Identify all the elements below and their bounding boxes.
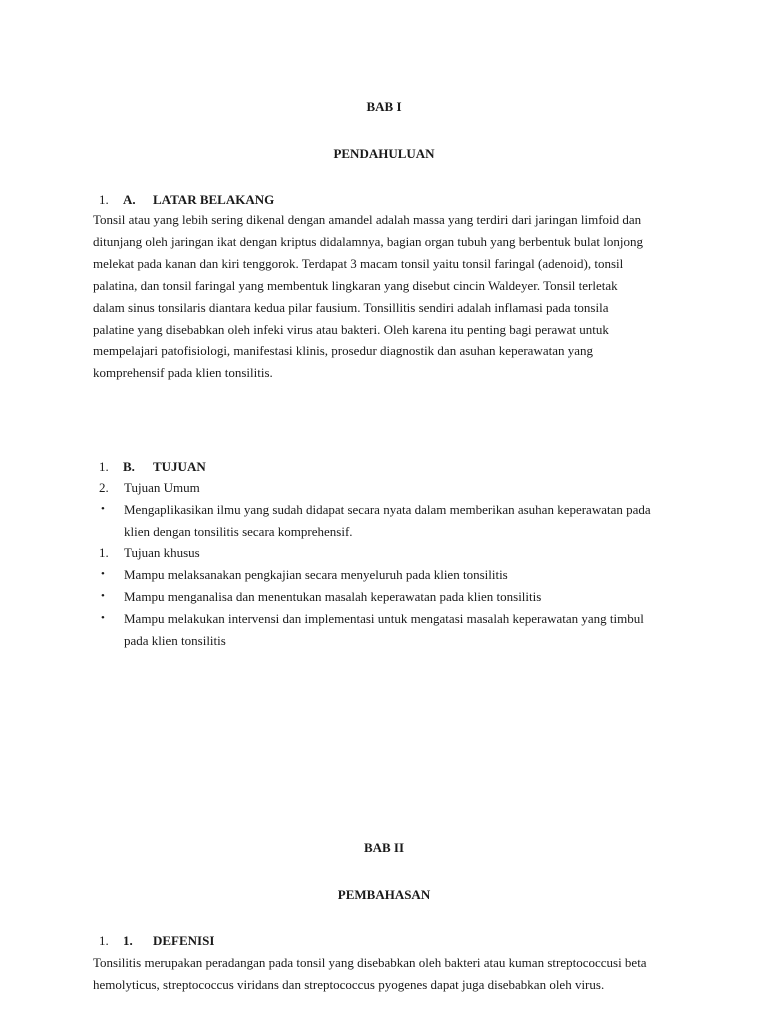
list-item-text: Mampu menganalisa dan menentukan masalah keperawatan pada klien tonsilitis — [124, 589, 542, 604]
chapter-heading: BAB I — [366, 99, 402, 114]
section-letter: 1. — [123, 933, 133, 948]
paragraph-line: dalam sinus tonsilaris diantara kedua pilar fausium. Tonsillitis sendiri adalah inflamasi pada tonsila — [93, 299, 609, 315]
section-heading-latar-belakang — [99, 192, 274, 208]
paragraph-line: palatine yang disebabkan oleh infeki virus atau bakteri. Oleh karena itu penting bagi perawat untuk — [93, 321, 609, 337]
section-heading-defenisi — [99, 933, 214, 949]
list-item-text: Mengaplikasikan ilmu yang sudah didapat secara nyata dalam memberikan asuhan keperawatan pada — [124, 502, 651, 517]
list-item-text: klien dengan tonsilitis secara komprehensif. — [124, 523, 353, 539]
paragraph-line: Tonsil atau yang lebih sering dikenal dengan amandel adalah massa yang terdiri dari jaringan limfoid dan — [93, 212, 642, 227]
list-number: 1. — [99, 933, 109, 948]
paragraph-line: komprehensif pada klien tonsilitis. — [93, 365, 273, 381]
chapter-subheading: PENDAHULUAN — [333, 146, 435, 161]
paragraph-line: melekat pada kanan dan kiri tenggorok. Terdapat 3 macam tonsil yaitu tonsil faringal (adenoid), tonsil — [93, 255, 624, 271]
list-item-text: pada klien tonsilitis — [124, 632, 226, 648]
list-number: 1. — [99, 545, 109, 560]
paragraph-line: mempelajari patofisiologi, manifestasi klinis, prosedur diagnostik dan asuhan keperawatan yang — [93, 343, 594, 359]
list-item-text: Mampu melaksanakan pengkajian secara menyeluruh pada klien tonsilitis — [124, 567, 508, 582]
paragraph-line: palatina, dan tonsil faringal yang membentuk lingkaran yang disebut cincin Waldeyer. Tonsil terletak — [93, 277, 618, 293]
list-number: 1. — [99, 192, 109, 207]
paragraph-line: Tonsilitis merupakan peradangan pada tonsil yang disebabkan oleh bakteri atau kuman streptococcusi beta — [93, 955, 647, 970]
paragraph-latar-belakang — [93, 209, 683, 384]
list-item — [99, 586, 689, 608]
list-item-text: Mampu melakukan intervensi dan implementasi untuk mengatasi masalah keperawatan yang timbul — [124, 611, 644, 626]
bullet-icon: • — [101, 590, 105, 602]
paragraph-line: hemolyticus, streptococcus viridans dan streptococcus pyogenes dapat juga disebabkan oleh virus. — [93, 976, 605, 992]
list-item-text: Tujuan Umum — [124, 480, 200, 495]
section-title: LATAR BELAKANG — [153, 192, 275, 207]
paragraph-line: ditunjang oleh jaringan ikat dengan kriptus didalamnya, bagian organ tubuh yang berbentuk bulat lonjong — [93, 233, 643, 249]
list-number: 1. — [99, 459, 109, 474]
section-letter: B. — [123, 459, 135, 474]
bullet-icon: • — [101, 568, 105, 580]
list-item — [99, 499, 689, 543]
bullet-icon: • — [101, 503, 105, 515]
list-number: 2. — [99, 480, 109, 495]
list-item — [99, 608, 689, 652]
section-title: TUJUAN — [153, 459, 206, 474]
paragraph-defenisi — [93, 952, 683, 996]
list-item-text: Tujuan khusus — [124, 545, 200, 560]
list-item — [99, 542, 689, 564]
list-item — [99, 477, 689, 499]
section-title: DEFENISI — [153, 933, 215, 948]
bullet-icon: • — [101, 612, 105, 624]
section-heading-tujuan — [99, 459, 206, 475]
section-letter: A. — [123, 192, 136, 207]
list-item — [99, 564, 689, 586]
chapter-heading: BAB II — [363, 840, 405, 855]
chapter-subheading: PEMBAHASAN — [337, 887, 431, 902]
